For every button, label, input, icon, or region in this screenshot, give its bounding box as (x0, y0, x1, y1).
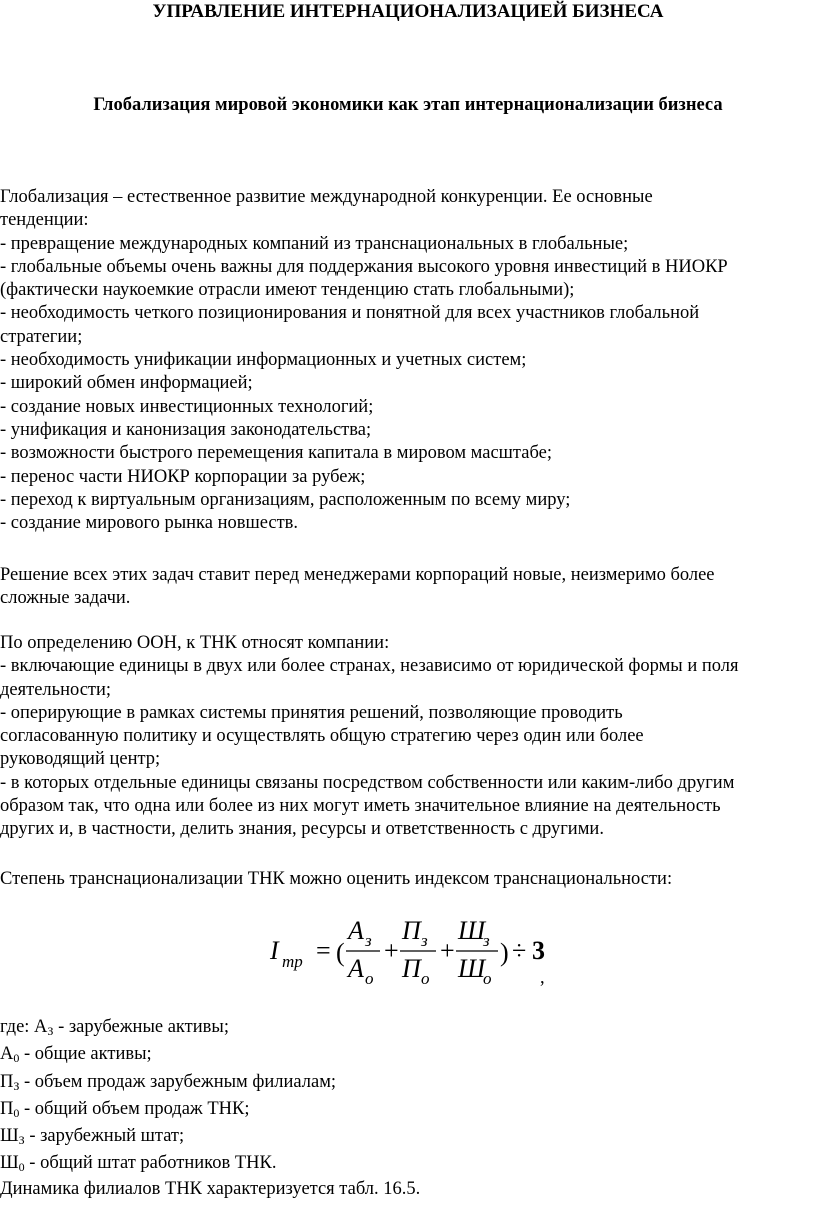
frac1-num-sub: з (365, 931, 372, 950)
definition-symbol: П (0, 1071, 14, 1092)
frac1-den-sub: о (365, 969, 374, 988)
svg-text:): ) (500, 938, 509, 967)
intro-line: - необходимость унификации информационных и учетных систем; (0, 350, 527, 371)
formula-divisor: 3 (532, 936, 545, 965)
transnationality-formula (268, 913, 568, 993)
intro-line: тенденции: (0, 210, 89, 231)
un-line: - в которых отдельные единицы связаны посредством собственности или каким-либо другим (0, 772, 735, 793)
intro-line: - глобальные объемы очень важны для поддержания высокого уровня инвестиций в НИОКР (0, 256, 728, 277)
frac2-num-sub: з (421, 931, 428, 950)
frac1-den: А (348, 954, 364, 983)
svg-text:+: + (384, 936, 399, 965)
definition-item (0, 1125, 336, 1152)
solution-paragraph (0, 564, 816, 611)
un-line: - включающие единицы в двух или более странах, независимо от юридической формы и поля (0, 656, 739, 677)
definition-text: - объем продаж зарубежным филиалам; (19, 1071, 337, 1092)
definition-symbol: где: А (0, 1017, 48, 1037)
solution-line: Решение всех этих задач ставит перед менеджерами корпораций новые, неизмеримо более (0, 565, 715, 585)
frac3-num-sub: з (483, 931, 490, 950)
un-line: других и, в частности, делить знания, ресурсы и ответственность с другими. (0, 819, 604, 840)
frac1-num: А (348, 916, 364, 945)
definition-symbol: П (0, 1098, 14, 1119)
frac3-num: Ш (458, 916, 486, 945)
definition-text: - зарубежные активы; (53, 1017, 229, 1037)
definition-subscript: 0 (13, 1051, 20, 1066)
definition-item (0, 1043, 336, 1070)
intro-line: Глобализация – естественное развитие международной конкуренции. Ее основные (0, 187, 653, 207)
frac2-den: П (402, 954, 421, 983)
definition-subscript: З (18, 1133, 25, 1148)
definition-symbol: Ш (0, 1126, 19, 1147)
definition-text: - зарубежный штат; (24, 1126, 185, 1147)
intro-line: - широкий обмен информацией; (0, 373, 253, 394)
definition-subscript: 0 (13, 1105, 20, 1120)
frac3-den: Ш (458, 954, 486, 983)
definition-text: - общие активы; (19, 1044, 152, 1065)
definition-text: - общий штат работников ТНК. (24, 1153, 277, 1174)
definition-item (0, 1016, 336, 1043)
un-line: По определению ООН, к ТНК относят компании: (0, 633, 390, 653)
svg-text:(: ( (336, 938, 345, 967)
intro-line: (фактически наукоемкие отрасли имеют тенденцию стать глобальными); (0, 280, 575, 301)
svg-text:+: + (440, 936, 455, 965)
formula-lhs-sub: тр (282, 952, 303, 971)
un-line: - оперирующие в рамках системы принятия решений, позволяющие проводить (0, 702, 623, 723)
svg-text:÷: ÷ (512, 936, 527, 965)
intro-line: - необходимость четкого позиционирования и понятной для всех участников глобальной (0, 303, 700, 324)
formula-lhs: I (270, 936, 279, 965)
intro-line: - создание новых инвестиционных технологий; (0, 396, 374, 417)
intro-line: стратегии; (0, 326, 83, 347)
un-line: руководящий центр; (0, 749, 161, 770)
document-title: УПРАВЛЕНИЕ ИНТЕРНАЦИОНАЛИЗАЦИЕЙ БИЗНЕСА (152, 1, 664, 22)
frac2-num: П (402, 916, 421, 945)
un-line: деятельности; (0, 679, 112, 700)
svg-text:=: = (316, 936, 331, 965)
intro-line: - унификация и канонизация законодательства; (0, 419, 372, 440)
frac3-den-sub: о (483, 969, 492, 988)
un-definition-paragraph (0, 632, 816, 842)
definition-symbol: А (0, 1044, 14, 1065)
frac2-den-sub: о (421, 969, 430, 988)
intro-line: - перенос части НИОКР корпорации за рубеж; (0, 466, 366, 487)
definition-subscript: З (47, 1024, 54, 1038)
formula-comma: , (540, 968, 545, 988)
intro-line: - переход к виртуальным организациям, расположенным по всему миру; (0, 489, 571, 510)
intro-line: - возможности быстрого перемещения капитала в мировом масштабе; (0, 443, 552, 464)
un-line: образом так, что одна или более из них могут иметь значительное влияние на деятельность (0, 796, 721, 817)
section-subtitle: Глобализация мировой экономики как этап интернационализации бизнеса (93, 95, 723, 115)
definition-item (0, 1098, 336, 1125)
closing-line: Динамика филиалов ТНК характеризуется табл. 16.5. (0, 1179, 421, 1199)
intro-line: - создание мирового рынка новшеств. (0, 513, 299, 534)
definition-subscript: З (13, 1078, 20, 1093)
definition-item (0, 1152, 336, 1179)
definition-symbol: Ш (0, 1153, 19, 1174)
definition-subscript: 0 (18, 1160, 25, 1175)
definitions-list (0, 1016, 336, 1180)
intro-paragraph (0, 186, 816, 535)
solution-line: сложные задачи. (0, 588, 131, 609)
definition-text: - общий объем продаж ТНК; (19, 1098, 250, 1119)
index-intro: Степень транснационализации ТНК можно оценить индексом транснациональности: (0, 869, 673, 889)
intro-line: - превращение международных компаний из транснациональных в глобальные; (0, 233, 629, 254)
definition-item (0, 1071, 336, 1098)
un-line: согласованную политику и осуществлять общую стратегию через один или более (0, 726, 644, 747)
